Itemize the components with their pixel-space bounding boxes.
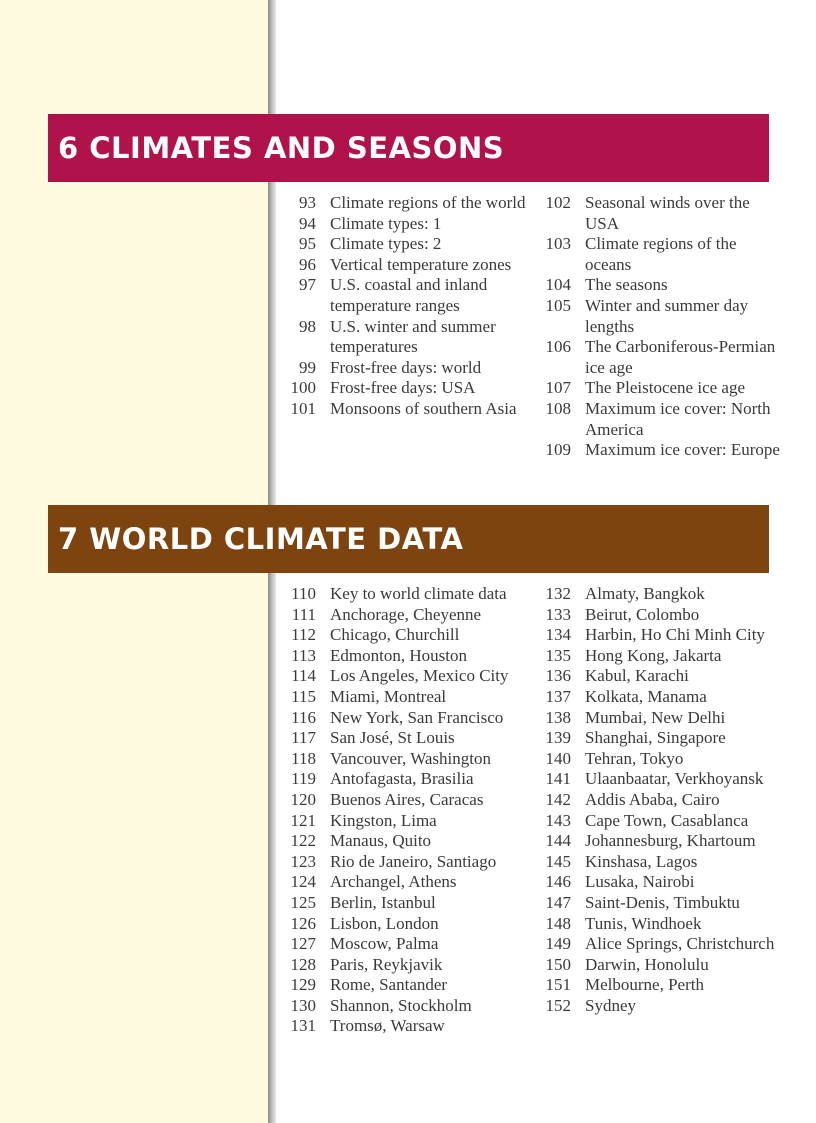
page-number: 110 bbox=[291, 584, 316, 603]
page-number: 139 bbox=[545, 728, 571, 748]
toc-entry bbox=[543, 687, 791, 708]
toc-entry bbox=[288, 399, 528, 420]
entry-title: Cape Town, Casablanca bbox=[585, 810, 749, 830]
entry-title: Harbin, Ho Chi Minh City bbox=[585, 625, 765, 645]
page-number: 96 bbox=[299, 254, 316, 274]
toc-entry bbox=[543, 811, 791, 832]
toc-entry bbox=[288, 790, 536, 811]
toc-entry bbox=[288, 914, 536, 935]
entry-title: Beirut, Colombo bbox=[585, 604, 700, 624]
toc-entry bbox=[288, 708, 536, 729]
entry-title: Chicago, Churchill bbox=[330, 625, 460, 645]
entry-title: Climate types: 2 bbox=[330, 234, 442, 254]
page-number: 145 bbox=[545, 851, 571, 871]
entry-title: Kabul, Karachi bbox=[585, 666, 689, 686]
page-number: 140 bbox=[545, 748, 571, 768]
section-7-title: 7 WORLD CLIMATE DATA bbox=[58, 522, 464, 556]
toc-entry bbox=[543, 275, 783, 296]
toc-entry bbox=[288, 358, 528, 379]
entry-title: Edmonton, Houston bbox=[330, 645, 467, 665]
page-number: 101 bbox=[290, 398, 316, 418]
page-number: 149 bbox=[545, 934, 571, 954]
entry-title: Melbourne, Perth bbox=[585, 975, 704, 995]
toc-entry bbox=[288, 893, 536, 914]
toc-entry bbox=[543, 955, 791, 976]
toc-entry bbox=[543, 625, 791, 646]
page-number: 129 bbox=[290, 975, 316, 995]
page-number: 143 bbox=[545, 810, 571, 830]
page-number: 147 bbox=[545, 892, 571, 912]
page-number: 150 bbox=[545, 954, 571, 974]
toc-entry bbox=[288, 214, 528, 235]
entry-title: Shannon, Stockholm bbox=[330, 995, 472, 1015]
page-number: 146 bbox=[545, 872, 571, 892]
entry-title: Buenos Aires, Caracas bbox=[330, 789, 484, 809]
toc-entry bbox=[543, 934, 791, 955]
entry-title: Darwin, Honolulu bbox=[585, 954, 709, 974]
page-number: 99 bbox=[299, 357, 316, 377]
entry-title: Manaus, Quito bbox=[330, 831, 432, 851]
toc-entry bbox=[543, 831, 791, 852]
page-number: 111 bbox=[291, 604, 316, 624]
section-7-column-2 bbox=[543, 584, 791, 1016]
entry-title: Shanghai, Singapore bbox=[585, 728, 726, 748]
page-number: 107 bbox=[545, 378, 571, 398]
toc-entry bbox=[543, 790, 791, 811]
entry-title: The Pleistocene ice age bbox=[585, 378, 746, 398]
toc-entry bbox=[543, 440, 783, 461]
entry-title: The Carboniferous-Permian ice age bbox=[585, 337, 776, 377]
page-number: 137 bbox=[545, 686, 571, 706]
page-number: 95 bbox=[299, 234, 316, 254]
toc-entry bbox=[543, 914, 791, 935]
toc-entry bbox=[543, 399, 783, 440]
page-number: 121 bbox=[290, 810, 316, 830]
entry-title: Kingston, Lima bbox=[330, 810, 437, 830]
toc-entry bbox=[288, 193, 528, 214]
page-number: 108 bbox=[545, 398, 571, 418]
entry-title: Winter and summer day lengths bbox=[585, 295, 749, 336]
entry-title: Tunis, Windhoek bbox=[585, 913, 702, 933]
entry-title: Key to world climate data bbox=[330, 584, 507, 603]
toc-entry bbox=[543, 708, 791, 729]
entry-title: Los Angeles, Mexico City bbox=[330, 666, 509, 686]
section-7-banner bbox=[48, 505, 769, 573]
entry-title: Climate regions of the world bbox=[330, 193, 526, 212]
toc-entry bbox=[288, 584, 536, 605]
toc-entry bbox=[543, 749, 791, 770]
entry-title: Mumbai, New Delhi bbox=[585, 707, 726, 727]
page-number: 119 bbox=[291, 769, 316, 789]
toc-entry bbox=[288, 872, 536, 893]
toc-entry bbox=[288, 975, 536, 996]
entry-title: New York, San Francisco bbox=[330, 707, 504, 727]
entry-title: Kinshasa, Lagos bbox=[585, 851, 698, 871]
page-number: 125 bbox=[290, 892, 316, 912]
page-number: 118 bbox=[291, 748, 316, 768]
entry-title: Almaty, Bangkok bbox=[585, 584, 705, 603]
entry-title: Vancouver, Washington bbox=[330, 748, 491, 768]
toc-entry bbox=[288, 934, 536, 955]
toc-entry bbox=[288, 625, 536, 646]
toc-entry bbox=[543, 234, 783, 275]
toc-entry bbox=[543, 337, 783, 378]
entry-title: Addis Ababa, Cairo bbox=[585, 789, 720, 809]
toc-entry bbox=[543, 893, 791, 914]
toc-entry bbox=[288, 1016, 536, 1037]
entry-title: Rio de Janeiro, Santiago bbox=[330, 851, 497, 871]
toc-entry bbox=[543, 728, 791, 749]
toc-entry bbox=[288, 275, 528, 316]
entry-title: Maximum ice cover: North America bbox=[585, 398, 771, 439]
toc-entry bbox=[543, 996, 791, 1017]
page-number: 103 bbox=[545, 234, 571, 254]
entry-title: Moscow, Palma bbox=[330, 934, 439, 954]
entry-title: Saint-Denis, Timbuktu bbox=[585, 892, 740, 912]
entry-title: Climate regions of the oceans bbox=[585, 234, 737, 274]
page-number: 138 bbox=[545, 707, 571, 727]
toc-entry bbox=[543, 769, 791, 790]
toc-entry bbox=[288, 749, 536, 770]
page-number: 131 bbox=[290, 1016, 316, 1036]
entry-title: Sydney bbox=[585, 995, 636, 1015]
entry-title: The seasons bbox=[585, 275, 668, 295]
section-6-title: 6 CLIMATES AND SEASONS bbox=[58, 131, 505, 165]
page-number: 148 bbox=[545, 913, 571, 933]
entry-title: Monsoons of southern Asia bbox=[330, 398, 517, 418]
entry-title: Tehran, Tokyo bbox=[585, 748, 684, 768]
page-number: 115 bbox=[291, 686, 316, 706]
section-6-column-2 bbox=[543, 193, 783, 461]
page-number: 134 bbox=[545, 625, 571, 645]
page-number: 128 bbox=[290, 954, 316, 974]
page-number: 116 bbox=[291, 707, 316, 727]
page-number: 122 bbox=[290, 831, 316, 851]
page-number: 123 bbox=[290, 851, 316, 871]
section-6-column-1 bbox=[288, 193, 528, 420]
page-number: 142 bbox=[545, 789, 571, 809]
page-number: 102 bbox=[545, 193, 571, 212]
entry-title: Johannesburg, Khartoum bbox=[585, 831, 756, 851]
toc-entry bbox=[288, 255, 528, 276]
toc-entry bbox=[543, 378, 783, 399]
toc-entry bbox=[288, 234, 528, 255]
page-number: 132 bbox=[545, 584, 571, 603]
page-number: 114 bbox=[291, 666, 316, 686]
entry-title: Anchorage, Cheyenne bbox=[330, 604, 482, 624]
entry-title: Miami, Montreal bbox=[330, 686, 447, 706]
toc-entry bbox=[288, 831, 536, 852]
toc-entry bbox=[543, 666, 791, 687]
page-number: 151 bbox=[545, 975, 571, 995]
page-number: 109 bbox=[545, 440, 571, 460]
page-number: 97 bbox=[299, 275, 316, 295]
page-number: 135 bbox=[545, 645, 571, 665]
toc-entry bbox=[543, 296, 783, 337]
entry-title: U.S. winter and summer temperatures bbox=[330, 316, 496, 357]
toc-entry bbox=[288, 728, 536, 749]
entry-title: Ulaanbaatar, Verkhoyansk bbox=[585, 769, 764, 789]
page-number: 100 bbox=[290, 378, 316, 398]
toc-entry bbox=[288, 769, 536, 790]
toc-entry bbox=[543, 193, 783, 234]
entry-title: Berlin, Istanbul bbox=[330, 892, 436, 912]
entry-title: Maximum ice cover: Europe bbox=[585, 440, 780, 460]
page-number: 105 bbox=[545, 295, 571, 315]
entry-title: Antofagasta, Brasilia bbox=[330, 769, 474, 789]
toc-entry bbox=[288, 317, 528, 358]
entry-title: Paris, Reykjavik bbox=[330, 954, 443, 974]
entry-title: Frost-free days: USA bbox=[330, 378, 476, 398]
toc-entry bbox=[543, 605, 791, 626]
page-number: 133 bbox=[545, 604, 571, 624]
entry-title: San José, St Louis bbox=[330, 728, 455, 748]
page-number: 126 bbox=[290, 913, 316, 933]
entry-title: Alice Springs, Christchurch bbox=[585, 934, 775, 954]
toc-entry bbox=[543, 646, 791, 667]
page-number: 144 bbox=[545, 831, 571, 851]
entry-title: Frost-free days: world bbox=[330, 357, 482, 377]
toc-entry bbox=[288, 666, 536, 687]
entry-title: Tromsø, Warsaw bbox=[330, 1016, 445, 1036]
entry-title: Kolkata, Manama bbox=[585, 686, 707, 706]
toc-entry bbox=[543, 975, 791, 996]
entry-title: Hong Kong, Jakarta bbox=[585, 645, 722, 665]
entry-title: Climate types: 1 bbox=[330, 213, 442, 233]
page-number: 124 bbox=[290, 872, 316, 892]
page-number: 106 bbox=[545, 337, 571, 357]
page-number: 93 bbox=[299, 193, 316, 212]
entry-title: Archangel, Athens bbox=[330, 872, 457, 892]
page-number: 117 bbox=[291, 728, 316, 748]
entry-title: Vertical temperature zones bbox=[330, 254, 512, 274]
entry-title: Rome, Santander bbox=[330, 975, 448, 995]
toc-entry bbox=[288, 996, 536, 1017]
toc-entry bbox=[543, 872, 791, 893]
toc-entry bbox=[288, 646, 536, 667]
page-number: 112 bbox=[291, 625, 316, 645]
section-7-column-1 bbox=[288, 584, 536, 1037]
page-number: 152 bbox=[545, 995, 571, 1015]
toc-entry bbox=[543, 584, 791, 605]
entry-title: Seasonal winds over the USA bbox=[585, 193, 750, 233]
toc-entry bbox=[543, 852, 791, 873]
page-number: 94 bbox=[299, 213, 316, 233]
toc-entry bbox=[288, 378, 528, 399]
entry-title: U.S. coastal and inland temperature ranges bbox=[330, 275, 488, 315]
toc-entry bbox=[288, 852, 536, 873]
toc-entry bbox=[288, 955, 536, 976]
toc-entry bbox=[288, 687, 536, 708]
section-6-banner bbox=[48, 114, 769, 182]
page-number: 120 bbox=[290, 789, 316, 809]
page-number: 104 bbox=[545, 275, 571, 295]
page-number: 136 bbox=[545, 666, 571, 686]
page-number: 113 bbox=[291, 645, 316, 665]
toc-entry bbox=[288, 605, 536, 626]
page-number: 127 bbox=[290, 934, 316, 954]
toc-entry bbox=[288, 811, 536, 832]
entry-title: Lusaka, Nairobi bbox=[585, 872, 695, 892]
page-number: 98 bbox=[299, 316, 316, 336]
page-number: 130 bbox=[290, 995, 316, 1015]
entry-title: Lisbon, London bbox=[330, 913, 439, 933]
page-number: 141 bbox=[545, 769, 571, 789]
